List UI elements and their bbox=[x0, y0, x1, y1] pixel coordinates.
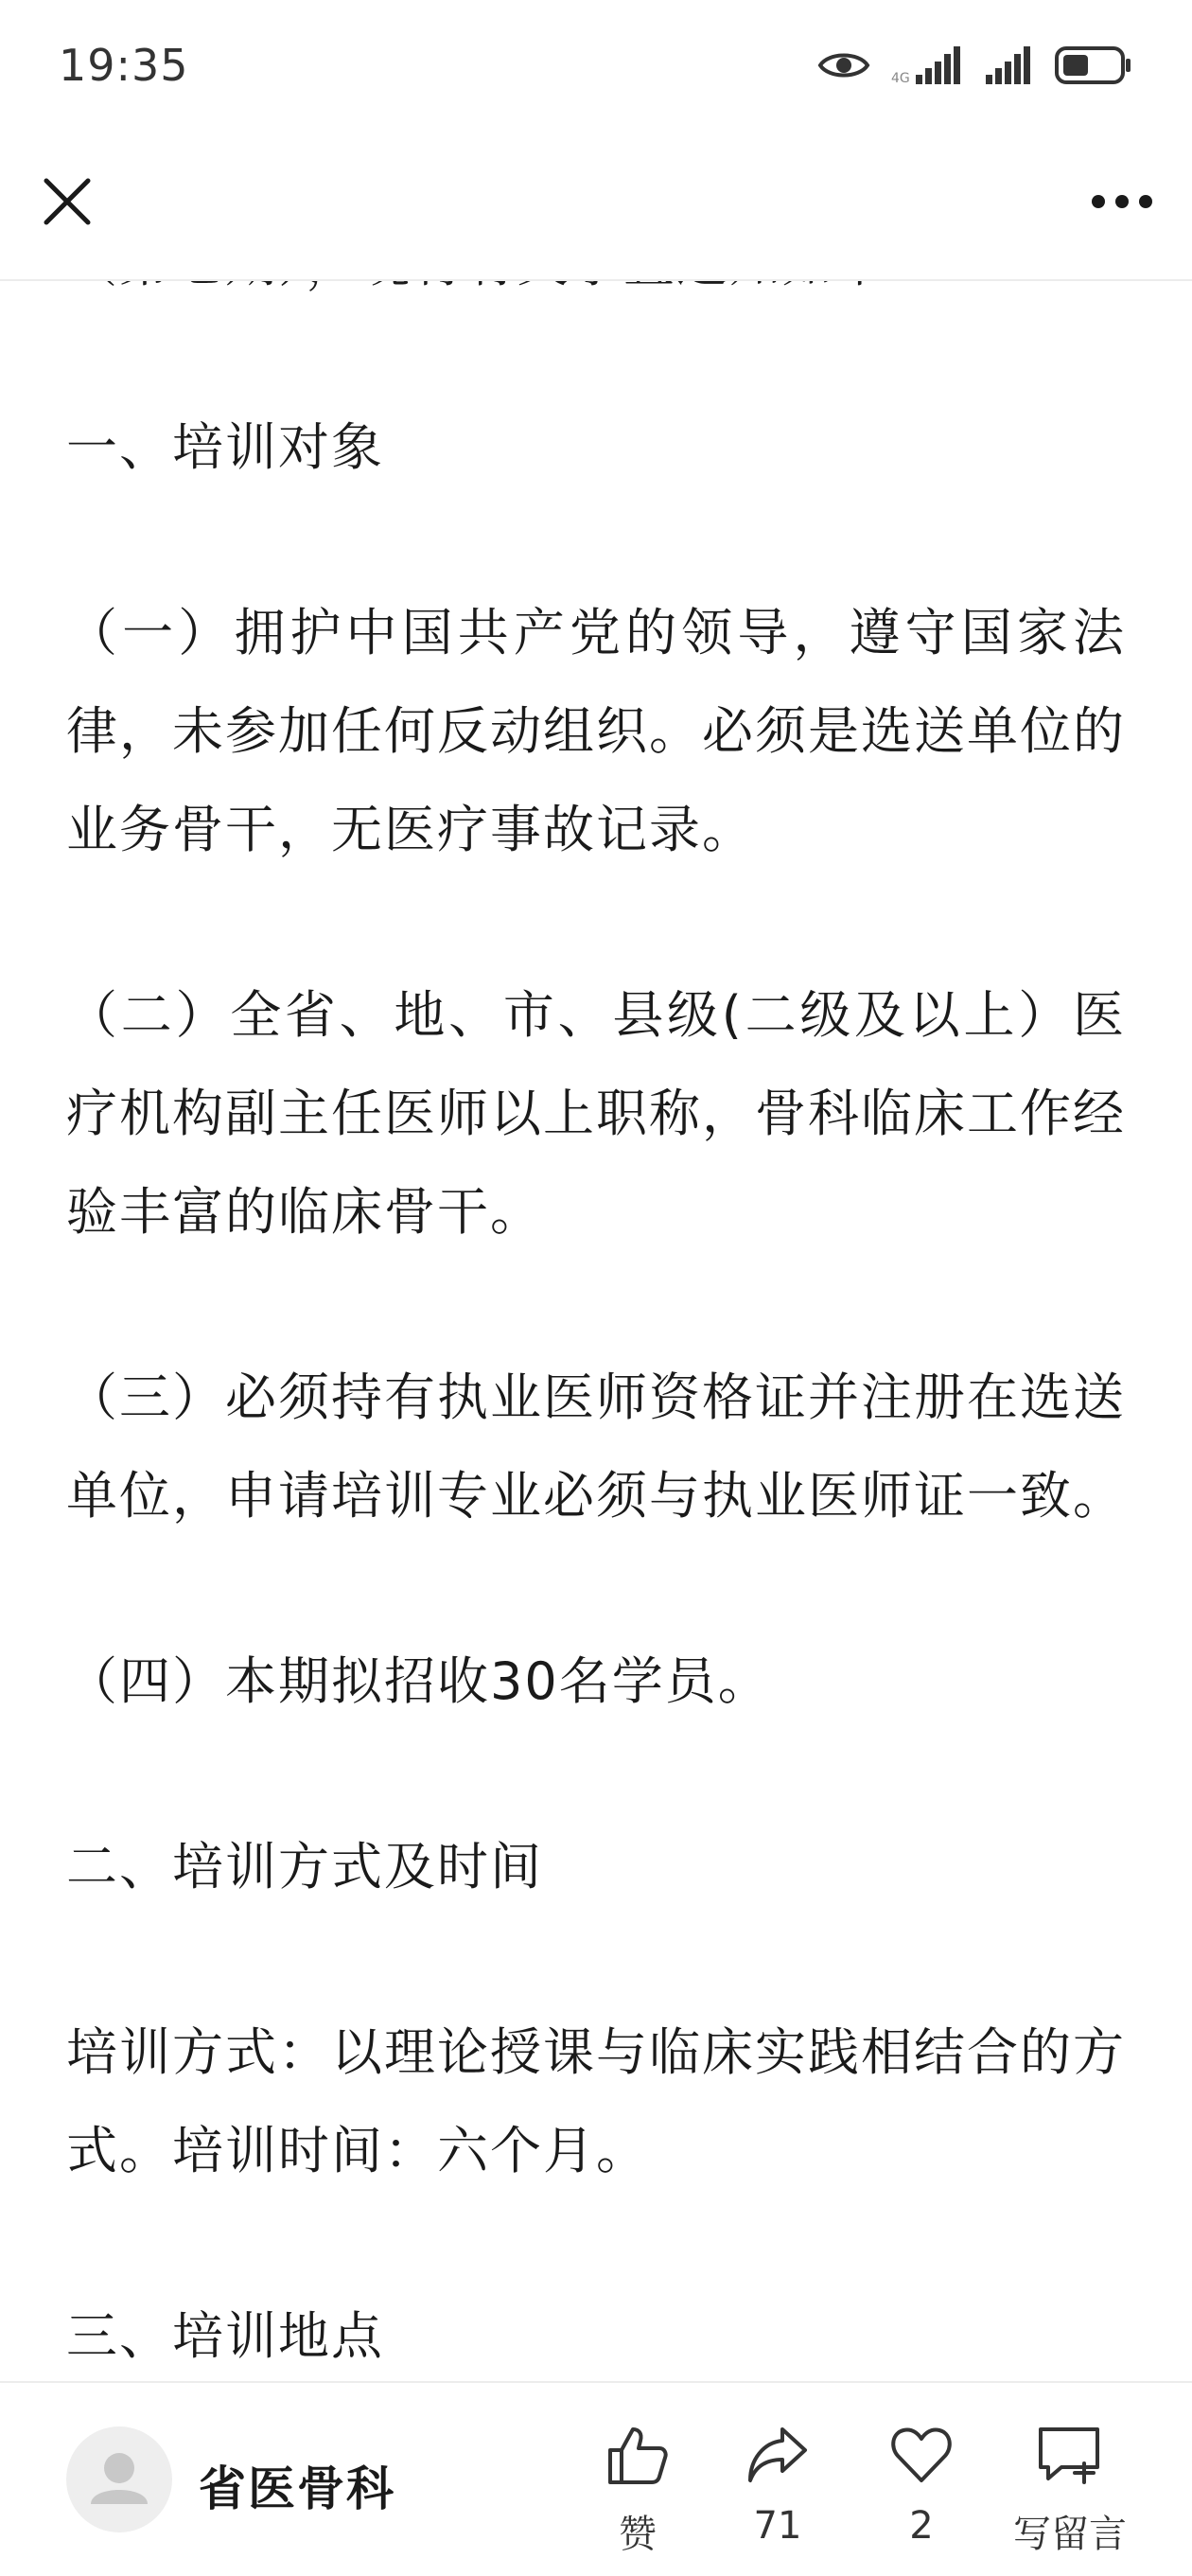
share-arrow-icon bbox=[740, 2417, 815, 2493]
favorite-button[interactable] bbox=[855, 2417, 988, 2559]
svg-text:4G: 4G bbox=[891, 71, 910, 86]
section-heading: 三、培训地点 bbox=[66, 2306, 384, 2366]
more-options-button[interactable] bbox=[1084, 170, 1160, 237]
share-count: 71 bbox=[753, 2504, 802, 2548]
write-comment-button[interactable] bbox=[999, 2417, 1141, 2559]
signal-icon-2 bbox=[984, 44, 1033, 90]
write-comment-label: 写留言 bbox=[1013, 2513, 1127, 2556]
article-body bbox=[66, 215, 1126, 2473]
status-icons bbox=[817, 44, 1133, 91]
section-heading: 一、培训对象 bbox=[66, 417, 384, 477]
top-nav bbox=[0, 142, 1192, 281]
comment-add-icon bbox=[1032, 2417, 1108, 2493]
status-time: 19:35 bbox=[59, 40, 189, 91]
close-icon bbox=[41, 175, 94, 232]
avatar[interactable] bbox=[66, 2426, 172, 2532]
article-viewport[interactable] bbox=[0, 281, 1192, 2382]
eye-icon bbox=[817, 48, 870, 86]
user-silhouette-icon bbox=[66, 2426, 172, 2532]
article-paragraph: （一）拥护中国共产党的领导，遵守国家法律，未参加任何反动组织。必须是选送单位的业务骨干，无医疗事故记录。 bbox=[66, 603, 1126, 859]
signal-icon bbox=[891, 44, 963, 90]
heart-icon bbox=[884, 2417, 959, 2493]
thumbs-up-icon bbox=[600, 2417, 675, 2493]
article-paragraph: （三）必须持有执业医师资格证并注册在选送单位，申请培训专业必须与执业医师证一致。 bbox=[66, 1367, 1126, 1526]
like-label: 赞 bbox=[619, 2513, 657, 2556]
more-dots-icon bbox=[1089, 192, 1155, 215]
like-button[interactable] bbox=[571, 2417, 704, 2559]
share-button[interactable] bbox=[711, 2417, 844, 2559]
bottom-bar bbox=[0, 2381, 1192, 2576]
battery-icon bbox=[1054, 44, 1133, 90]
article-paragraph: （四）本期拟招收30名学员。 bbox=[66, 1651, 771, 1711]
account-name[interactable]: 省医骨科 bbox=[199, 2461, 395, 2516]
favorite-count: 2 bbox=[909, 2504, 934, 2548]
status-bar bbox=[0, 0, 1192, 142]
article-paragraph: 培训方式：以理论授课与临床实践相结合的方式。培训时间：六个月。 bbox=[66, 2022, 1126, 2180]
section-heading: 二、培训方式及时间 bbox=[66, 1837, 543, 1897]
article-paragraph: （二）全省、地、市、县级(二级及以上）医疗机构副主任医师以上职称，骨科临床工作经验丰富的临床骨干。 bbox=[66, 985, 1126, 1242]
close-button[interactable] bbox=[34, 170, 100, 237]
